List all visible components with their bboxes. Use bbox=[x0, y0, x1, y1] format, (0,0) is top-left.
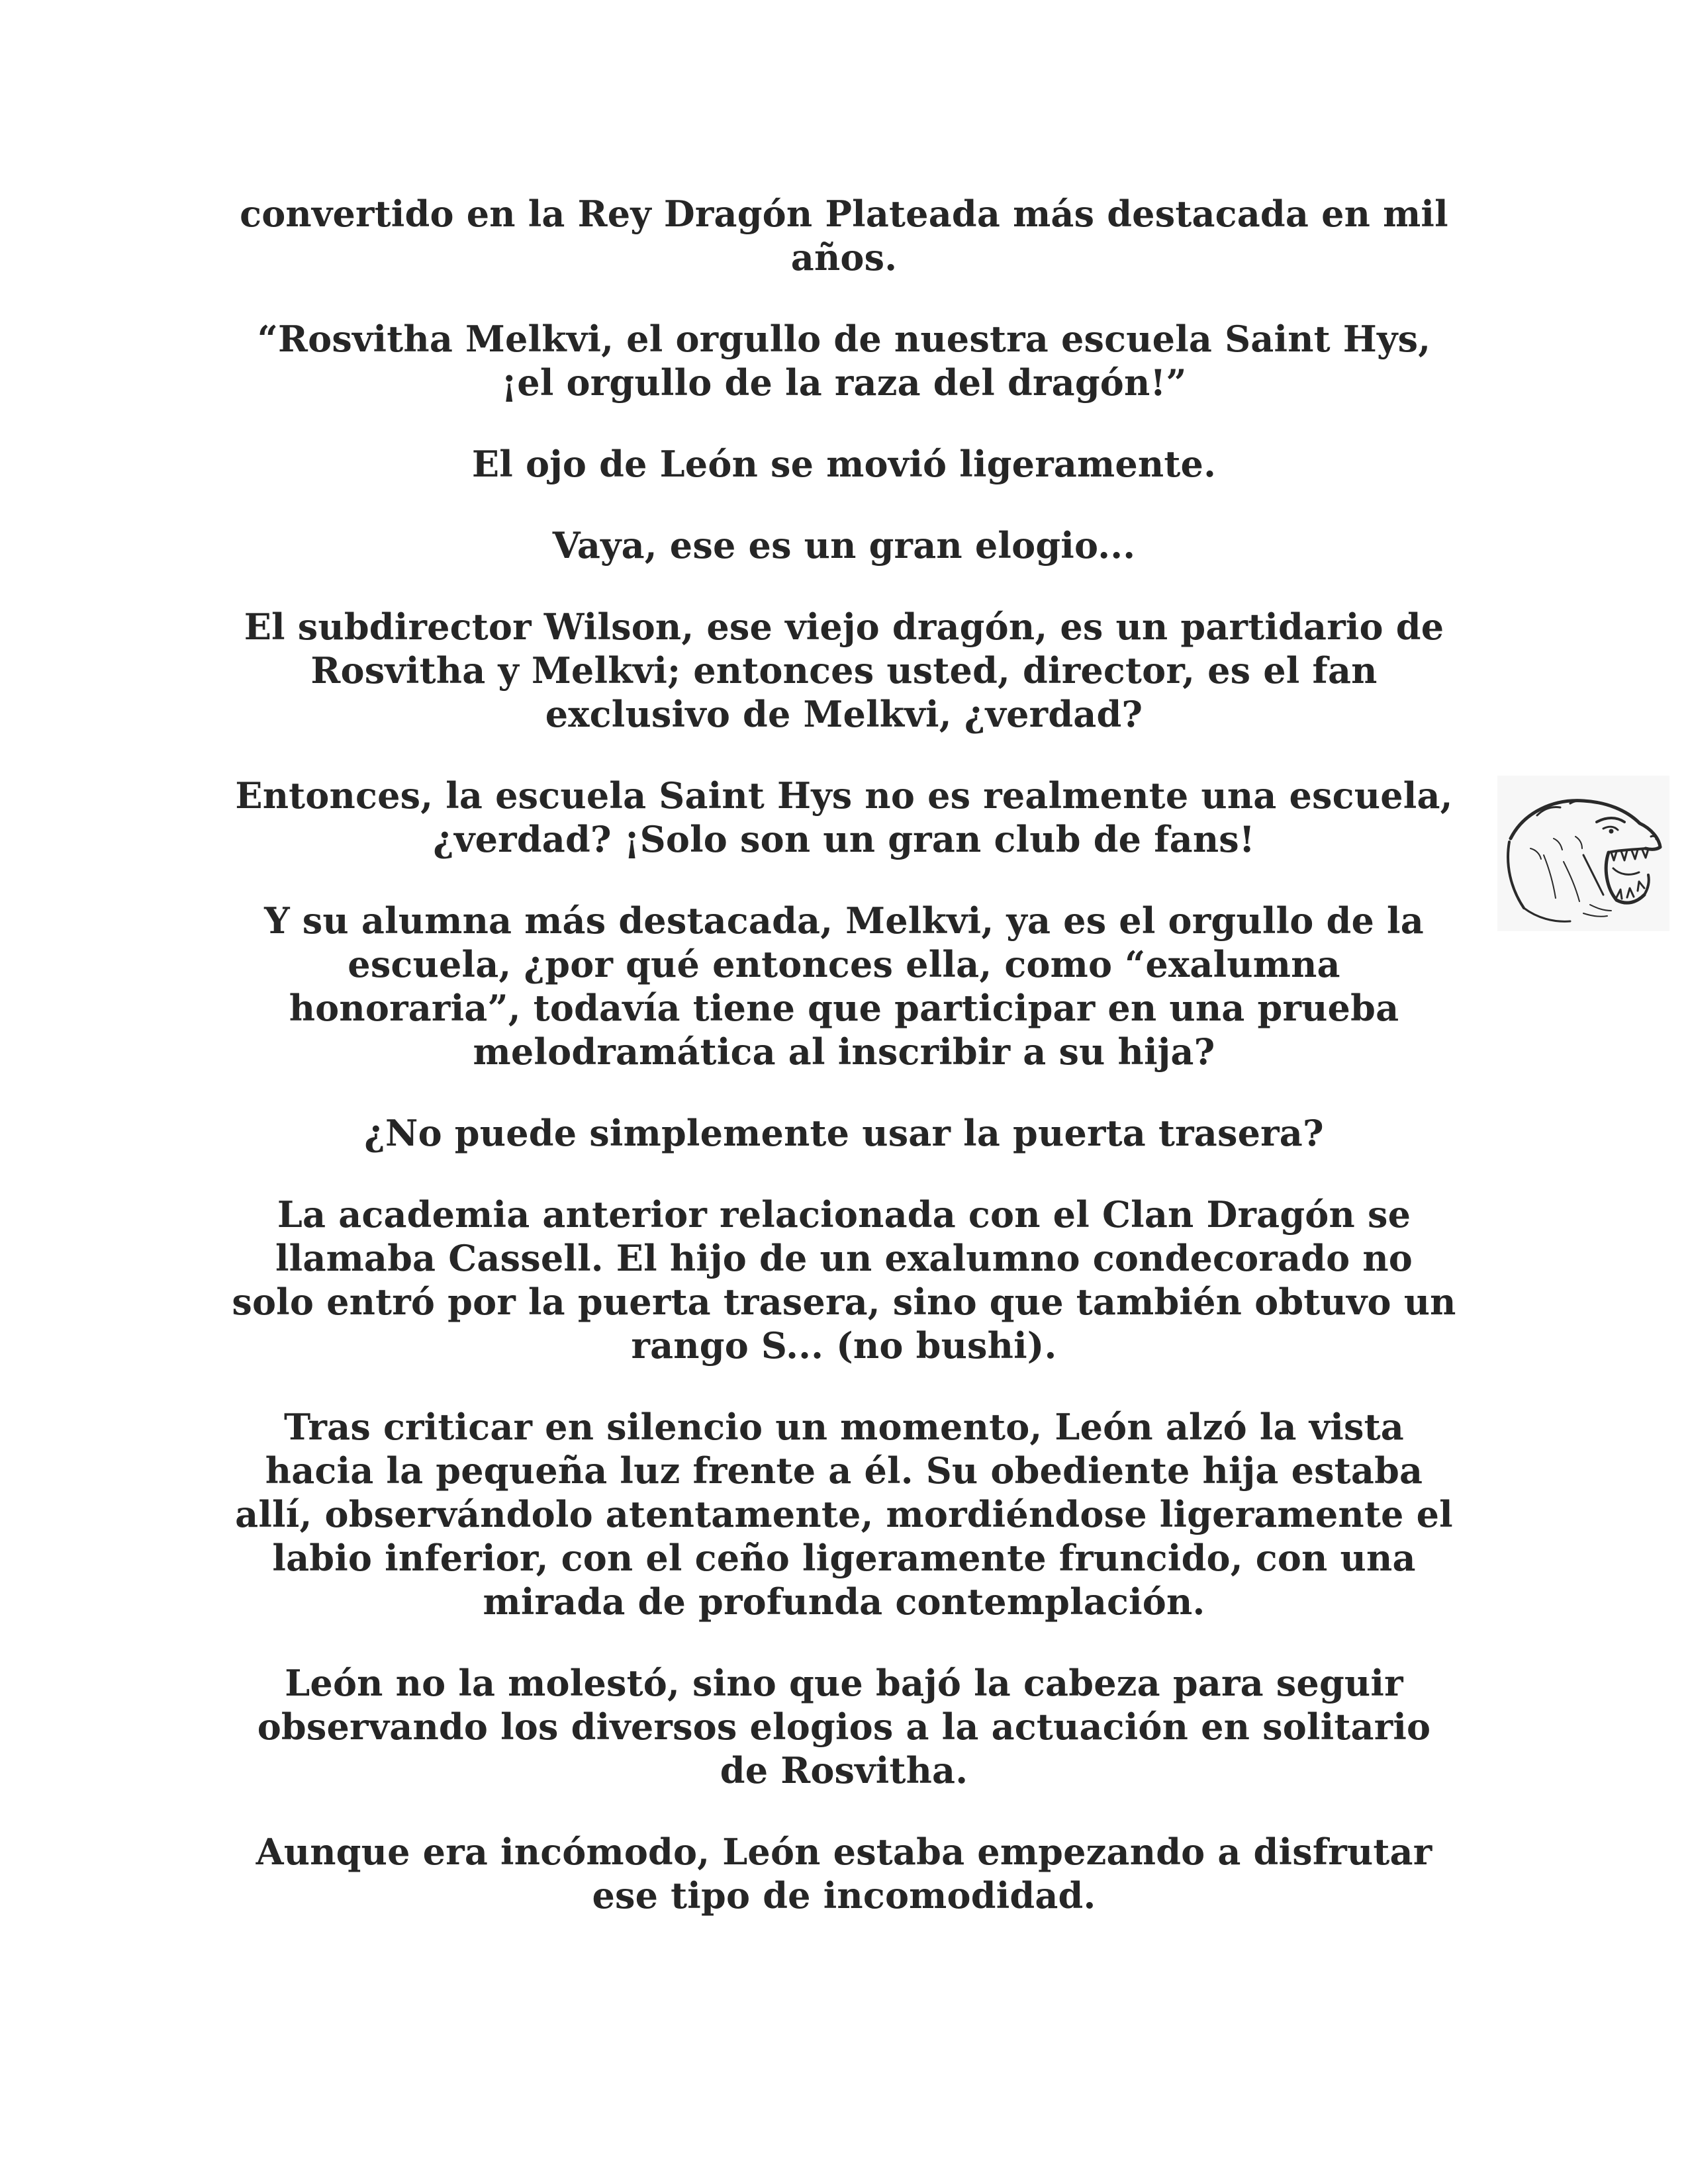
paragraph: Tras criticar en silencio un momento, León alzó la vista hacia la pequeña luz frente a él. Su obediente hija estaba allí, observándolo atentamente, mordiéndose ligeramente el labio inferior, con el ceño ligeramente fruncido, con una mirada de profunda contemplación. bbox=[235, 1406, 1453, 1623]
paragraph: ¿No puede simplemente usar la puerta trasera? bbox=[364, 1112, 1324, 1154]
paragraph: Vaya, ese es un gran elogio... bbox=[552, 524, 1136, 567]
paragraph: El ojo de León se movió ligeramente. bbox=[471, 443, 1217, 485]
body-text bbox=[232, 192, 1456, 1955]
paragraph: El subdirector Wilson, ese viejo dragón, es un partidario de Rosvitha y Melkvi; entonces usted, director, es el fan exclusivo de Melkvi, ¿verdad? bbox=[244, 606, 1444, 735]
paragraph: Aunque era incómodo, León estaba empezando a disfrutar ese tipo de incomodidad. bbox=[256, 1831, 1432, 1917]
paragraph: convertido en la Rey Dragón Plateada más destacada en mil años. bbox=[240, 193, 1448, 279]
paragraph: Entonces, la escuela Saint Hys no es realmente una escuela, ¿verdad? ¡Solo son un gran club de fans! bbox=[235, 774, 1453, 860]
paragraph: León no la molestó, sino que bajó la cabeza para seguir observando los diversos elogios a la actuación en solitario de Rosvitha. bbox=[257, 1662, 1431, 1792]
paragraph: Y su alumna más destacada, Melkvi, ya es el orgullo de la escuela, ¿por qué entonces ella, como “exalumna honoraria”, todavía tiene que participar en una prueba melodramática al inscribir a su hija? bbox=[264, 899, 1424, 1073]
paragraph: “Rosvitha Melkvi, el orgullo de nuestra escuela Saint Hys, ¡el orgullo de la raza del dragón!” bbox=[257, 318, 1431, 404]
dragon-head-sketch-icon bbox=[1497, 776, 1669, 931]
paragraph: La academia anterior relacionada con el Clan Dragón se llamaba Cassell. El hijo de un exalumno condecorado no solo entró por la puerta trasera, sino que también obtuvo un rango S... (no bushi). bbox=[232, 1193, 1456, 1367]
